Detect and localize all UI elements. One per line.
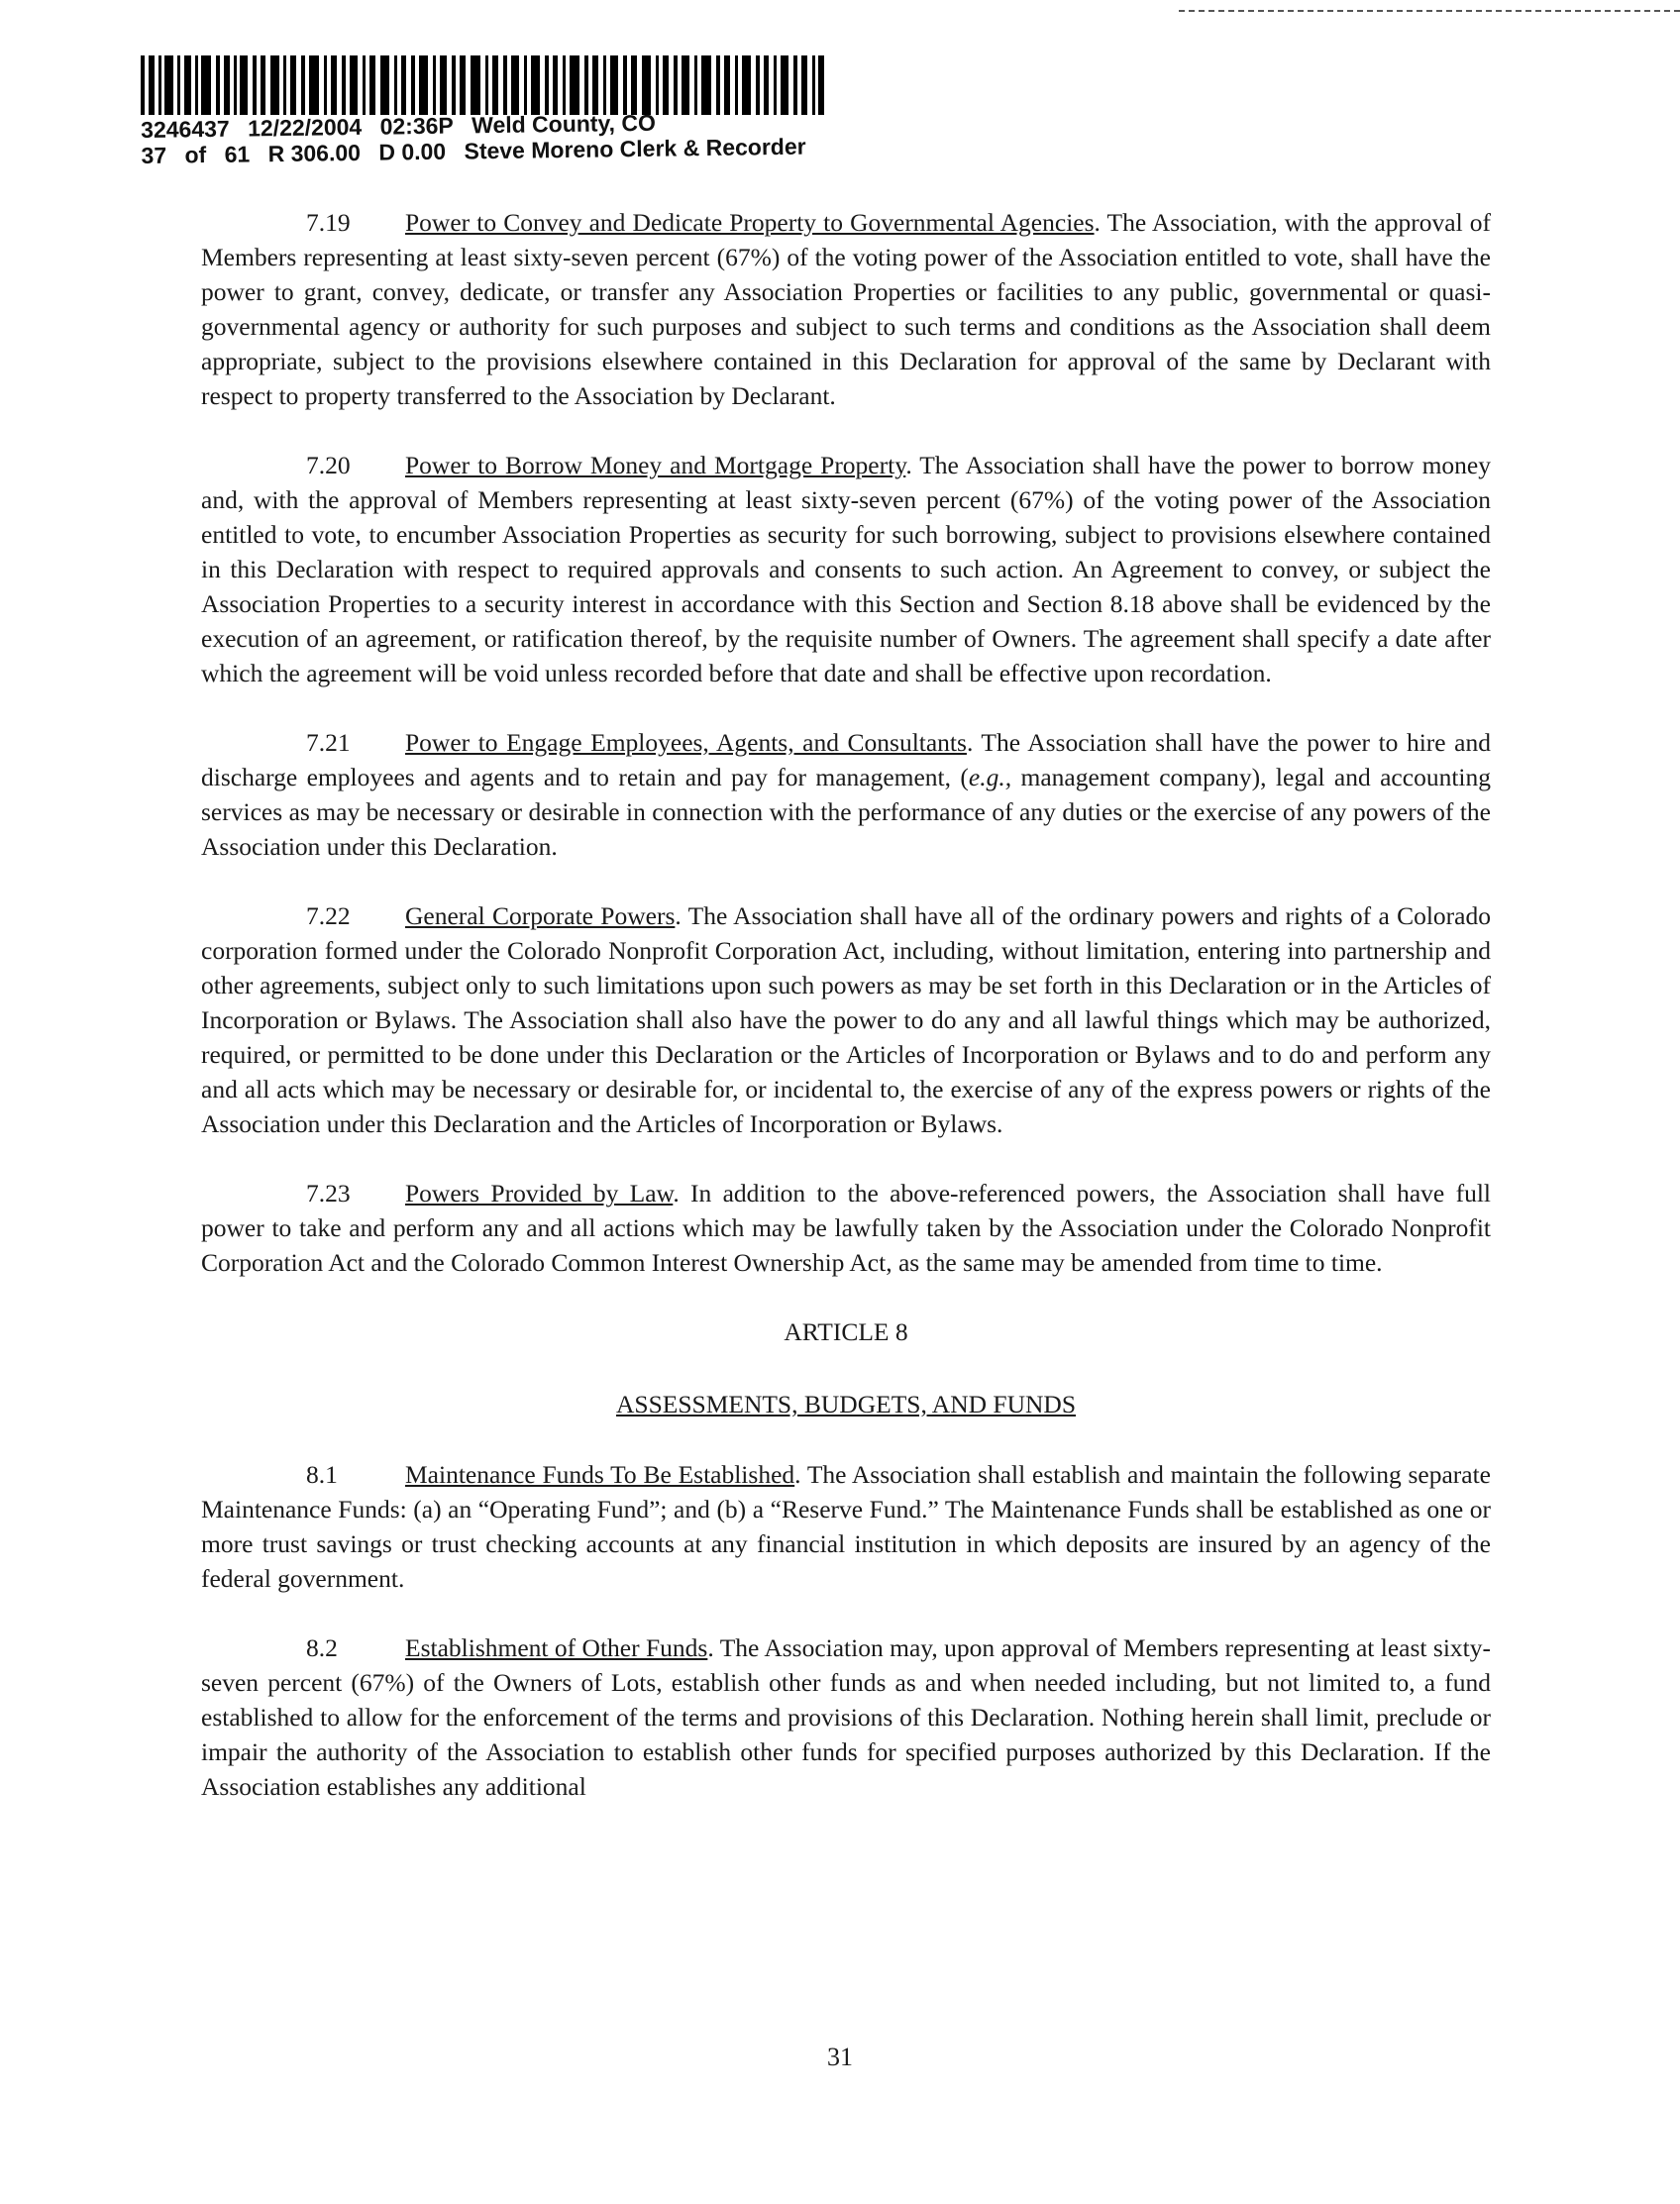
section-text: The Association may, upon approval of Members representing at least sixty-seven percent (67%) of the Owners of Lots, establish other funds as and when needed including, but not limited to, a fund established to allow for the enforcement of the terms and provisions of this Declaration. Nothing herein shall limit, preclude or impair the authority of the Association to establish other funds for specified purposes authorized by this Declaration. If the Association establishes any additional: [201, 1633, 1492, 1801]
section-text: The Association shall have the power to hire and discharge employees and agents and to retain and pay for management, (: [201, 728, 1491, 791]
section-7-20: 7.20 Power to Borrow Money and Mortgage Property. The Association shall have the power to borrow money and, with the approval of Members representing at least sixty-seven percent (67%) of the voting power of the Association entitled to vote, to encumber Association Properties as security for such borrowing, subject to provisions elsewhere contained in this Declaration with respect to required approvals and consents to such action. An Agreement to convey, or subject the Association Properties to a security interest in accordance with this Section and Section 8.18 above shall be evidenced by the execution of an agreement, or ratification thereof, by the requisite number of Owners. The agreement shall specify a date after which the agreement will be void unless recorded before that date and shall be effective upon recordation.: [201, 448, 1491, 690]
recording-county: Weld County, CO: [471, 109, 657, 139]
reception-number: 3246437: [141, 115, 230, 143]
recorded-total-pages: 61: [224, 141, 251, 167]
section-number: 7.23: [306, 1179, 351, 1207]
section-number: 7.19: [306, 208, 351, 237]
section-number: 8.2: [306, 1633, 338, 1662]
section-7-22: 7.22 General Corporate Powers. The Association shall have all of the ordinary powers and rights of a Colorado corporation formed under the Colorado Nonprofit Corporation Act, including, without limitation, entering into partnership and other agreements, subject only to such limitations upon such powers as may be set forth in this Declaration or in the Articles of Incorporation or Bylaws. The Association shall also have the power to do any and all lawful things which may be authorized, required, or permitted to be done under this Declaration or the Articles of Incorporation or Bylaws and to do and perform any and all acts which may be necessary or desirable for, or incidental to, the exercise of any of the express powers or rights of the Association under this Declaration and the Articles of Incorporation or Bylaws.: [201, 898, 1491, 1141]
section-text-italic: e.g.,: [968, 763, 1012, 791]
recording-fee: R 306.00: [267, 139, 362, 167]
scan-edge-line: [1179, 10, 1680, 12]
article-title: ASSESSMENTS, BUDGETS, AND FUNDS: [615, 1390, 1077, 1418]
section-text: The Association shall have all of the ordinary powers and rights of a Colorado corporation formed under the Colorado Nonprofit Corporation Act, including, without limitation, entering into partnership and other agreements, subject only to such limitations upon such powers as may be set forth in this Declaration or in the Articles of Incorporation or Bylaws. The Association shall also have the power to do any and all lawful things which may be authorized, required, or permitted to be done under this Declaration or the Articles of Incorporation or Bylaws and to do and perform any and all acts which may be necessary or desirable for, or incidental to, the exercise of any of the express powers or rights of the Association under this Declaration and the Articles of Incorporation or Bylaws.: [201, 901, 1491, 1138]
recording-time: 02:36P: [379, 112, 454, 140]
section-8-1: 8.1 Maintenance Funds To Be Established. The Association shall establish and maintain the following separate Maintenance Funds: (a) an “Operating Fund”; and (b) a “Reserve Fund.” The Maintenance Funds shall be established as one or more trust savings or trust checking accounts at any financial institution in which deposits are insured by an agency of the federal government.: [201, 1457, 1491, 1596]
section-heading: Power to Borrow Money and Mortgage Property: [405, 451, 906, 479]
section-text: In addition to the above-referenced powers, the Association shall have full power to take and perform any and all actions which may be lawfully taken by the Association under the Colorado Nonprofit Corporation Act and the Colorado Common Interest Ownership Act, as the same may be amended from time to time.: [201, 1179, 1491, 1277]
doc-fee: D 0.00: [378, 138, 447, 165]
section-number: 7.21: [306, 728, 351, 757]
article-number: ARTICLE 8: [784, 1317, 908, 1346]
section-heading: General Corporate Powers: [405, 901, 676, 930]
section-heading: Establishment of Other Funds: [405, 1633, 708, 1662]
recorder-name: Steve Moreno Clerk & Recorder: [464, 133, 806, 164]
document-body: [201, 205, 1491, 1838]
section-number: 7.20: [306, 451, 351, 479]
recorded-page-of: of: [184, 142, 207, 168]
section-7-21: 7.21 Power to Engage Employees, Agents, and Consultants. The Association shall have the power to hire and discharge employees and agents and to retain and pay for management, (e.g., management company), legal and accounting services as may be necessary or desirable in connection with the performance of any duties or the exercise of any powers of the Association under this Declaration.: [201, 725, 1491, 864]
section-heading: Powers Provided by Law: [405, 1179, 674, 1207]
section-text-continued: management company), legal and accounting services as may be necessary or desirable in connection with the performance of any duties or the exercise of any powers of the Association under this Declaration.: [201, 763, 1491, 861]
section-text: The Association shall establish and maintain the following separate Maintenance Funds: (a) an “Operating Fund”; and (b) a “Reserve Fund.” The Maintenance Funds shall be established as one or more trust savings or trust checking accounts at any financial institution in which deposits are insured by an agency of the federal government.: [201, 1460, 1492, 1593]
section-8-2: 8.2 Establishment of Other Funds. The Association may, upon approval of Members representing at least sixty-seven percent (67%) of the Owners of Lots, establish other funds as and when needed including, but not limited to, a fund established to allow for the enforcement of the terms and provisions of this Declaration. Nothing herein shall limit, preclude or impair the authority of the Association to establish other funds for specified purposes authorized by this Declaration. If the Association establishes any additional: [201, 1630, 1491, 1804]
section-7-19: 7.19 Power to Convey and Dedicate Property to Governmental Agencies. The Association, with the approval of Members representing at least sixty-seven percent (67%) of the voting power of the Association entitled to vote, shall have the power to grant, convey, dedicate, or transfer any Association Properties or facilities to any public, governmental or quasi-governmental agency or authority for such purposes and subject to such terms and conditions as the Association shall deem appropriate, subject to the provisions elsewhere contained in this Declaration for approval of the same by Declarant with respect to property transferred to the Association by Declarant.: [201, 205, 1491, 413]
barcode-icon: [141, 55, 824, 115]
section-text: The Association, with the approval of Members representing at least sixty-seven percent (67%) of the voting power of the Association entitled to vote, shall have the power to grant, convey, dedicate, or transfer any Association Properties or facilities to any public, governmental or quasi-governmental agency or authority for such purposes and subject to such terms and conditions as the Association shall deem appropriate, subject to the provisions elsewhere contained in this Declaration for approval of the same by Declarant with respect to property transferred to the Association by Declarant.: [201, 208, 1491, 410]
section-number: 7.22: [306, 901, 351, 930]
section-heading: Maintenance Funds To Be Established: [405, 1460, 795, 1489]
section-heading: Power to Convey and Dedicate Property to Governmental Agencies: [405, 208, 1095, 237]
section-text: The Association shall have the power to borrow money and, with the approval of Members representing at least sixty-seven percent (67%) of the voting power of the Association entitled to vote, to encumber Association Properties as security for such borrowing, subject to provisions elsewhere contained in this Declaration with respect to required approvals and consents to such action. An Agreement to convey, or subject the Association Properties to a security interest in accordance with this Section and Section 8.18 above shall be evidenced by the execution of an agreement, or ratification thereof, by the requisite number of Owners. The agreement shall specify a date after which the agreement will be void unless recorded before that date and shall be effective upon recordation.: [201, 451, 1491, 687]
section-7-23: 7.23 Powers Provided by Law. In addition to the above-referenced powers, the Association shall have full power to take and perform any and all actions which may be lawfully taken by the Association under the Colorado Nonprofit Corporation Act and the Colorado Common Interest Ownership Act, as the same may be amended from time to time.: [201, 1176, 1491, 1280]
section-heading: Power to Engage Employees, Agents, and Consultants: [405, 728, 967, 757]
page-number: 31: [827, 2043, 853, 2071]
section-number: 8.1: [306, 1460, 338, 1489]
recording-stamp: [141, 107, 818, 168]
recording-date: 12/22/2004: [247, 113, 363, 142]
recorded-page: 37: [141, 142, 167, 168]
